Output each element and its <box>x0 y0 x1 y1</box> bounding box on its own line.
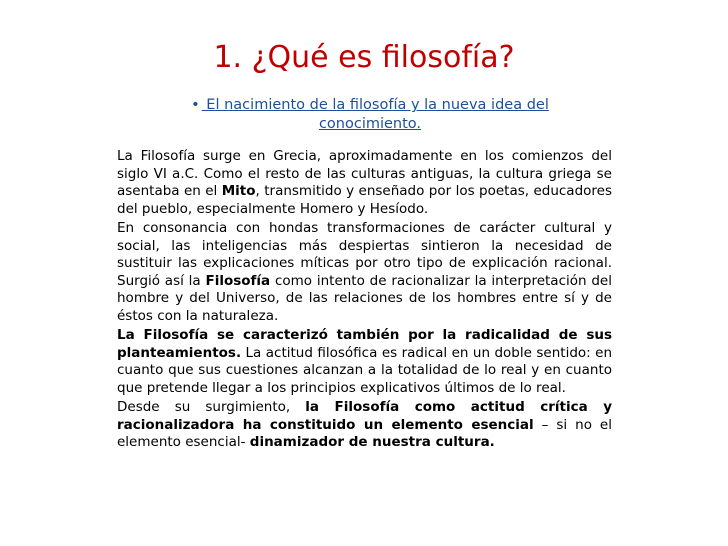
p2-text-a: En consonancia con hondas transformaciones de carácter cultural y social, las inteligencias más despiertas sintieron la necesidad de sustituir las explicaciones míticas por otro tipo de explicación racional. Surgió así la <box>117 220 612 289</box>
p1-bold-mito: Mito <box>221 183 256 199</box>
p4-text-a: Desde su surgimiento, <box>117 399 306 415</box>
p1-text-c: , transmitido y enseñado por los poetas, educadores del pueblo, especialmente Homero y Hesíodo. <box>117 183 613 217</box>
slide-title: 1. ¿Qué es filosofía? <box>213 40 515 75</box>
paragraph-2 <box>117 220 612 325</box>
p4-bold-d: dinamizador de nuestra cultura. <box>249 434 495 450</box>
p2-text-c: como intento de racionalizar la interpretación del hombre y del Universo, de las relaciones de los hombres entre sí y de éstos con la naturaleza. <box>117 272 612 324</box>
p1-text-a: La Filosofía surge en Grecia, aproximadamente en los comienzos del siglo VI a.C. Como el resto de las culturas antiguas, la cultura griega se asentaba en el <box>117 148 612 199</box>
p3-bold: La Filosofía se caracterizó también por la radicalidad de sus planteamientos. <box>117 327 612 361</box>
p2-bold-filosofia: Filosofía <box>205 272 271 289</box>
paragraph-4 <box>117 399 612 452</box>
body-text <box>117 148 612 454</box>
p3-text-c: La actitud filosófica es radical en un doble sentido: en cuanto que sus cuestiones alcanzan a la totalidad de lo real y en cuanto que pretende llegar a los principios explicativos últimos de lo real. <box>117 344 612 396</box>
p4-bold-b: la Filosofía como actitud crítica y racionalizadora ha constituido un elemento esencial <box>117 399 613 433</box>
subtitle <box>160 96 580 134</box>
paragraph-3 <box>117 327 612 397</box>
bullet-icon: • <box>191 97 200 113</box>
subtitle-link[interactable]: El nacimiento de la filosofía y la nueva idea del conocimiento. <box>201 97 549 132</box>
paragraph-1 <box>117 148 612 218</box>
p4-text-c: – si no el elemento esencial- <box>117 416 612 450</box>
